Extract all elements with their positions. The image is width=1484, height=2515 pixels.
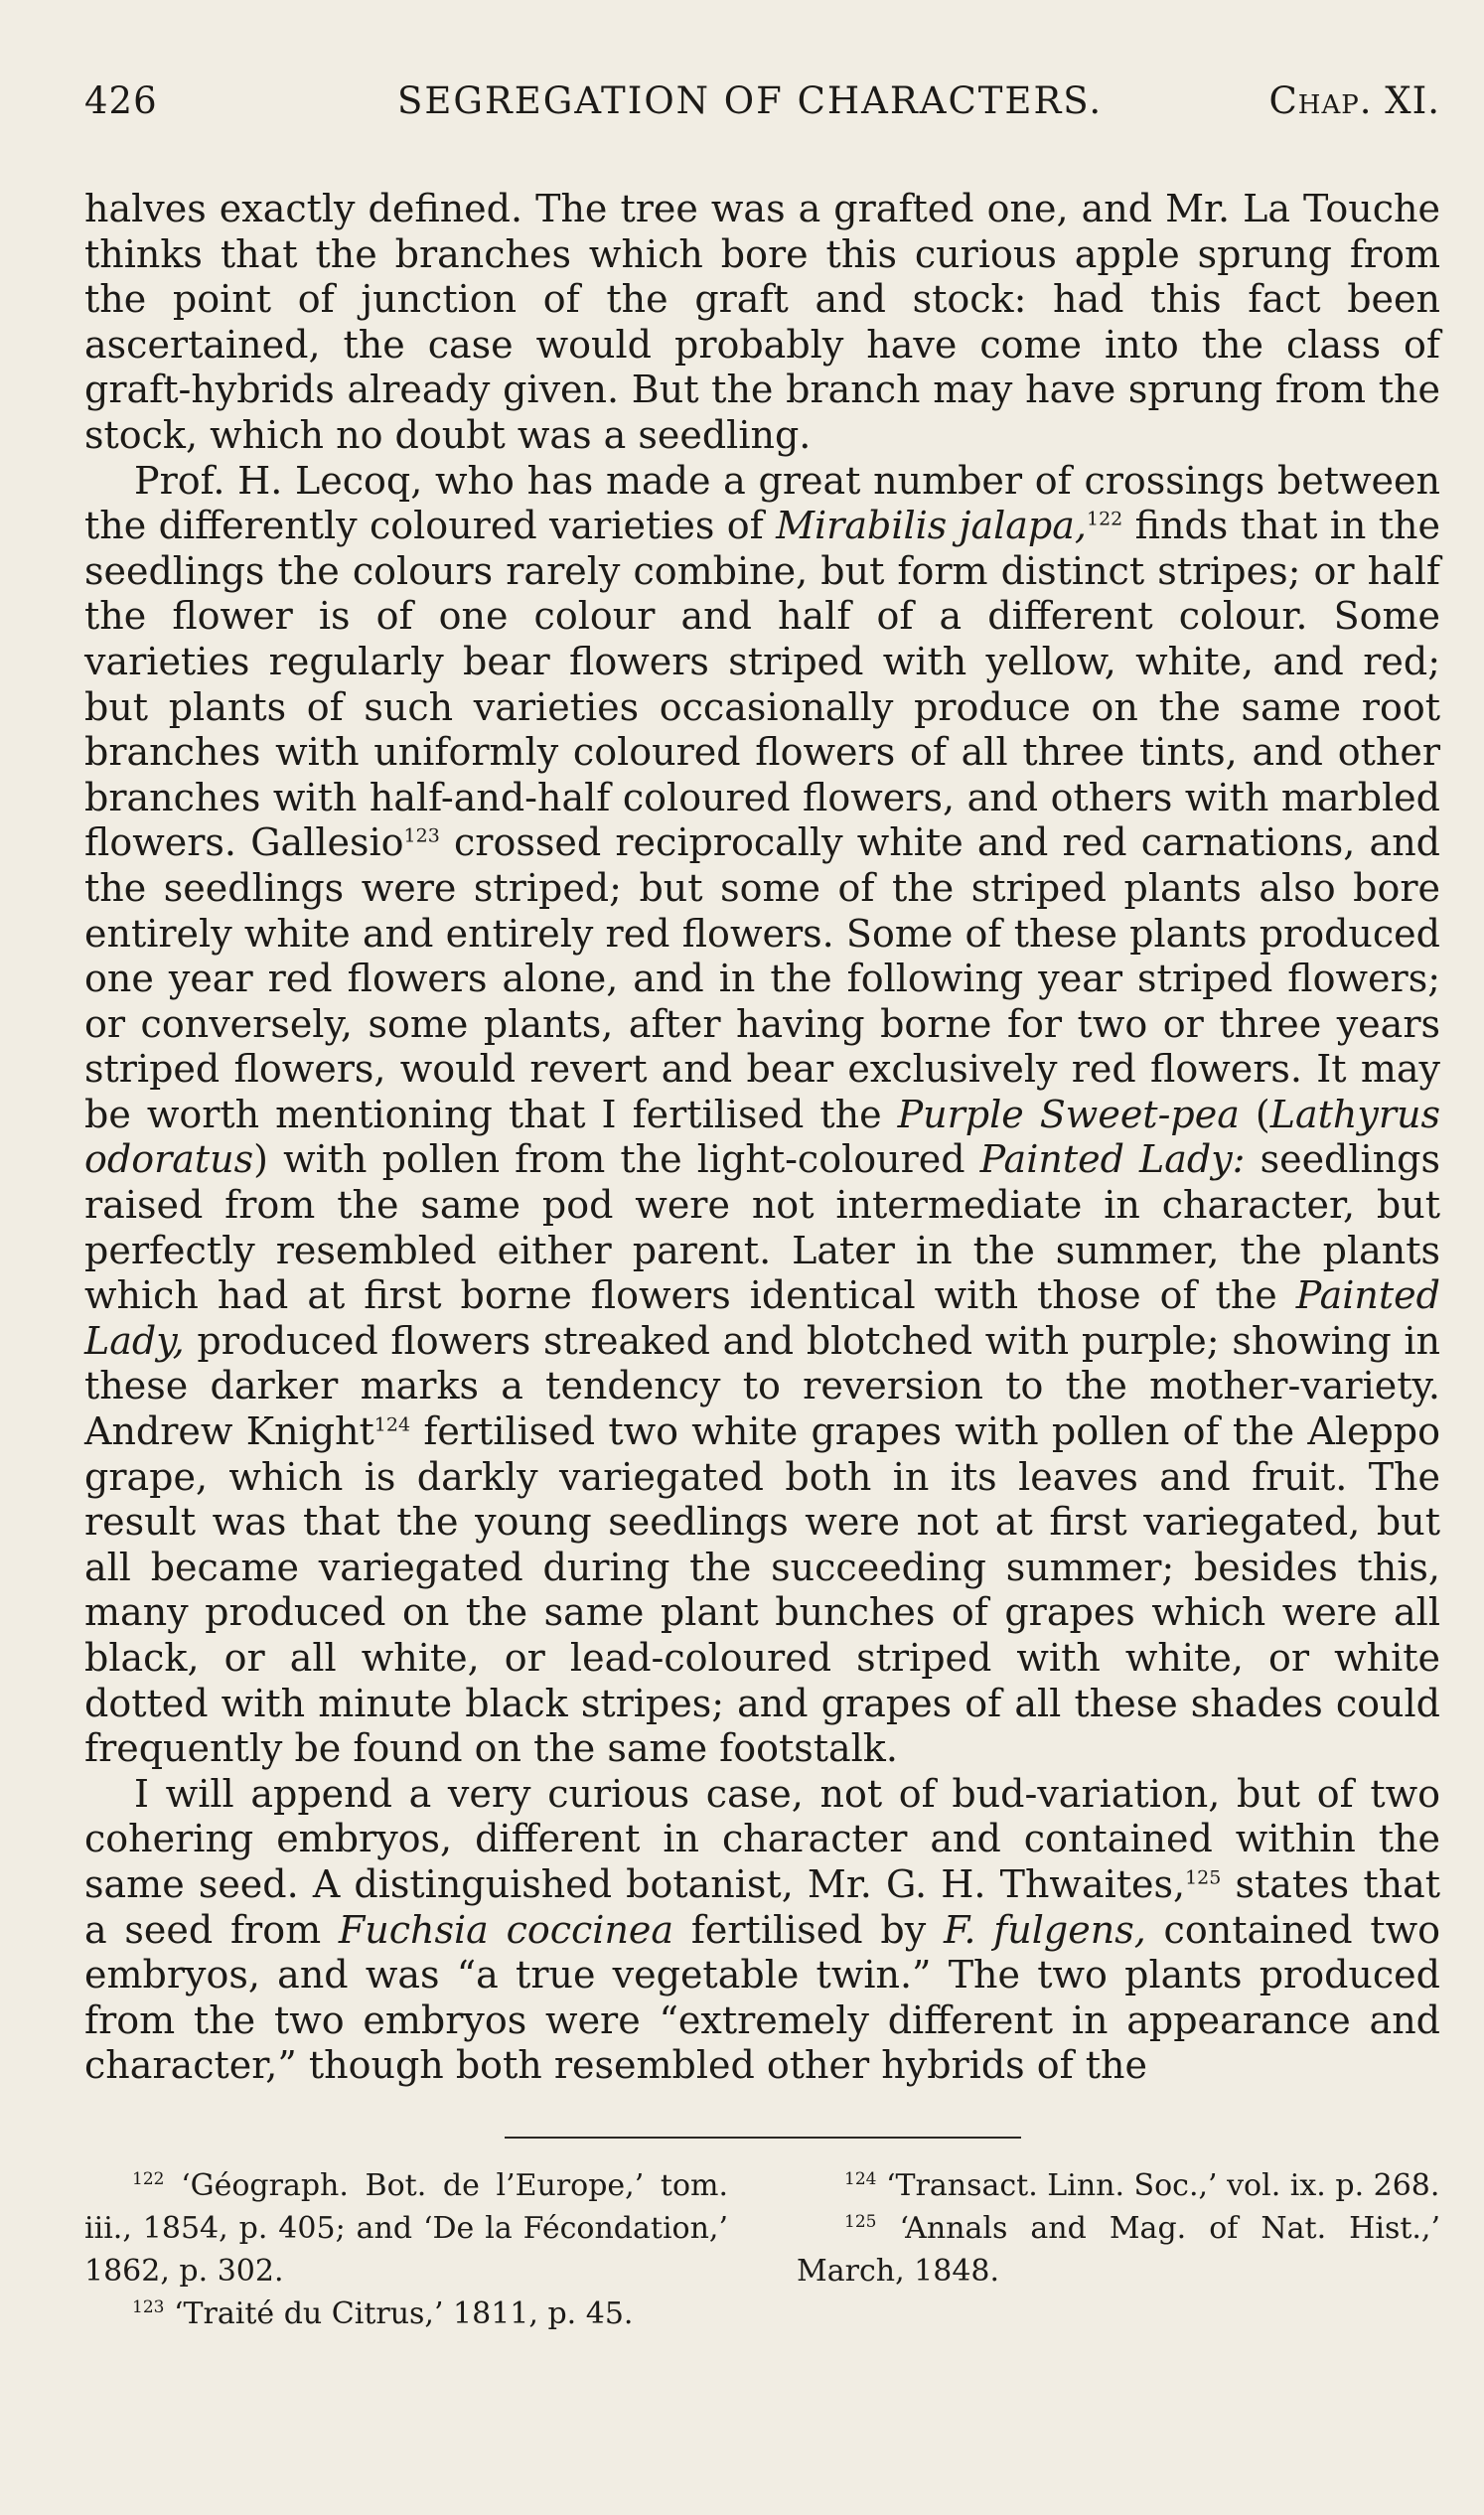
text-run: states that a seed from xyxy=(84,1861,1440,1952)
text-run: finds that in the seedlings the colours rarely combine, but form distinct stripes; or half the flower is of one colour and half of a different colour. Some varieties regularly bear flowers striped with yellow, white, and red; but plants of such varieties occasionally produce on the same root branches with uniformly coloured flowers of all three tints, and other branches with half-and-half coloured flowers, and others with marbled flowers. Gallesio xyxy=(84,504,1440,865)
species-name: Mirabilis jalapa, xyxy=(776,504,1087,548)
footnote-ref: 124 xyxy=(373,1413,411,1436)
footnote-number: 122 xyxy=(132,2168,165,2189)
footnote-number: 125 xyxy=(844,2211,877,2232)
running-title: SEGREGATION OF CHARACTERS. xyxy=(397,79,1104,122)
footnote-text: ‘Transact. Linn. Soc.,’ vol. ix. p. 268. xyxy=(886,2167,1440,2203)
book-page xyxy=(84,79,1440,2463)
paragraph-lecoq xyxy=(84,459,1440,1772)
footnote-122 xyxy=(84,2164,728,2293)
footnote-124 xyxy=(797,2164,1440,2207)
text-run: produced flowers streaked and blotched with purple; showing in these darker marks a tendency to reversion to the mother-variety. Andrew Knight xyxy=(84,1318,1440,1454)
footnote-text: ‘Traité du Citrus,’ 1811, p. 45. xyxy=(174,2295,634,2331)
footnote-123 xyxy=(84,2293,728,2335)
species-name: Fuchsia coccinea xyxy=(338,1907,674,1952)
text-run: seedlings raised from the same pod were not intermediate in character, but perfectly resembled either parent. Later in the summer, the plants which had at first borne flowers identical with those of the xyxy=(84,1137,1440,1318)
text-run: ) with pollen from the light-coloured xyxy=(253,1137,980,1182)
species-name: Lathyrus odoratus xyxy=(84,1092,1440,1182)
chapter-label: Chap. XI. xyxy=(1268,79,1440,122)
main-text xyxy=(84,187,1440,2089)
variety-name: Painted Lady: xyxy=(979,1137,1246,1182)
footnote-number: 124 xyxy=(844,2168,877,2189)
footnotes xyxy=(84,2164,1440,2335)
text-run: Prof. H. Lecoq, who has made a great number of crossings between the differently coloured varieties of xyxy=(84,458,1440,548)
text-run: crossed reciprocally white and red carnations, and the seedlings were striped; but some of the striped plants also bore entirely white and entirely red flowers. Some of these plants produced one year red flowers alone, and in the following year striped flowers; or conversely, some plants, after having borne for two or three years striped flowers, would revert and bear exclusively red flowers. It may be worth mentioning that I fertilised the xyxy=(84,820,1441,1136)
running-head xyxy=(84,79,1440,139)
species-name: F. fulgens, xyxy=(943,1907,1146,1952)
footnotes-right-column xyxy=(797,2164,1440,2335)
text-run: fertilised two white grapes with pollen of the Aleppo grape, which is darkly variegated both in its leaves and fruit. The result was that the young seedlings were not at first variegated, but all became variegated during the succeeding summer; besides this, many produced on the same plant bunches of grapes which were all black, or all white, or lead-coloured striped with white, or white dotted with minute black stripes; and grapes of all these shades could frequently be found on the same footstalk. xyxy=(84,1409,1440,1771)
variety-name: Purple Sweet-pea xyxy=(897,1092,1240,1136)
footnote-ref: 125 xyxy=(1185,1866,1222,1889)
footnotes-left-column xyxy=(84,2164,728,2335)
text-run: fertilised by xyxy=(673,1907,944,1952)
text-run: ( xyxy=(1239,1092,1270,1136)
variety-name: Painted Lady, xyxy=(84,1273,1440,1363)
footnote-number: 123 xyxy=(132,2296,165,2317)
text-run: contained two embryos, and was “a true vegetable twin.” The two plants produced from the two embryos were “extremely different in appearance and character,” though both resembled other hybrids of the xyxy=(84,1907,1441,2088)
footnote-125 xyxy=(797,2207,1440,2293)
footnote-ref: 123 xyxy=(403,824,440,847)
footnote-text: ‘Annals and Mag. of Nat. Hist.,’ March, 1848. xyxy=(797,2210,1440,2289)
footnote-ref: 122 xyxy=(1086,508,1123,530)
paragraph-twin-embryos xyxy=(84,1772,1440,2089)
footnote-divider xyxy=(505,2137,1021,2139)
paragraph-continuation: halves exactly defined. The tree was a grafted one, and Mr. La Touche thinks that the branches which bore this curious apple sprung from the point of junction of the graft and stock: had this fact been ascertained, the case would probably have come into the class of graft-hybrids already given. But the branch may have sprung from the stock, which no doubt was a seedling. xyxy=(84,187,1440,457)
text-run: I will append a very curious case, not of bud-variation, but of two cohering embryos, different in character and contained within the same seed. A distinguished botanist, Mr. G. H. Thwaites, xyxy=(84,1771,1440,1906)
page-number: 426 xyxy=(84,79,158,122)
footnote-text: ‘Géograph. Bot. de l’Europe,’ tom. iii., 1854, p. 405; and ‘De la Fécondation,’ 1862, p. 302. xyxy=(84,2167,728,2289)
